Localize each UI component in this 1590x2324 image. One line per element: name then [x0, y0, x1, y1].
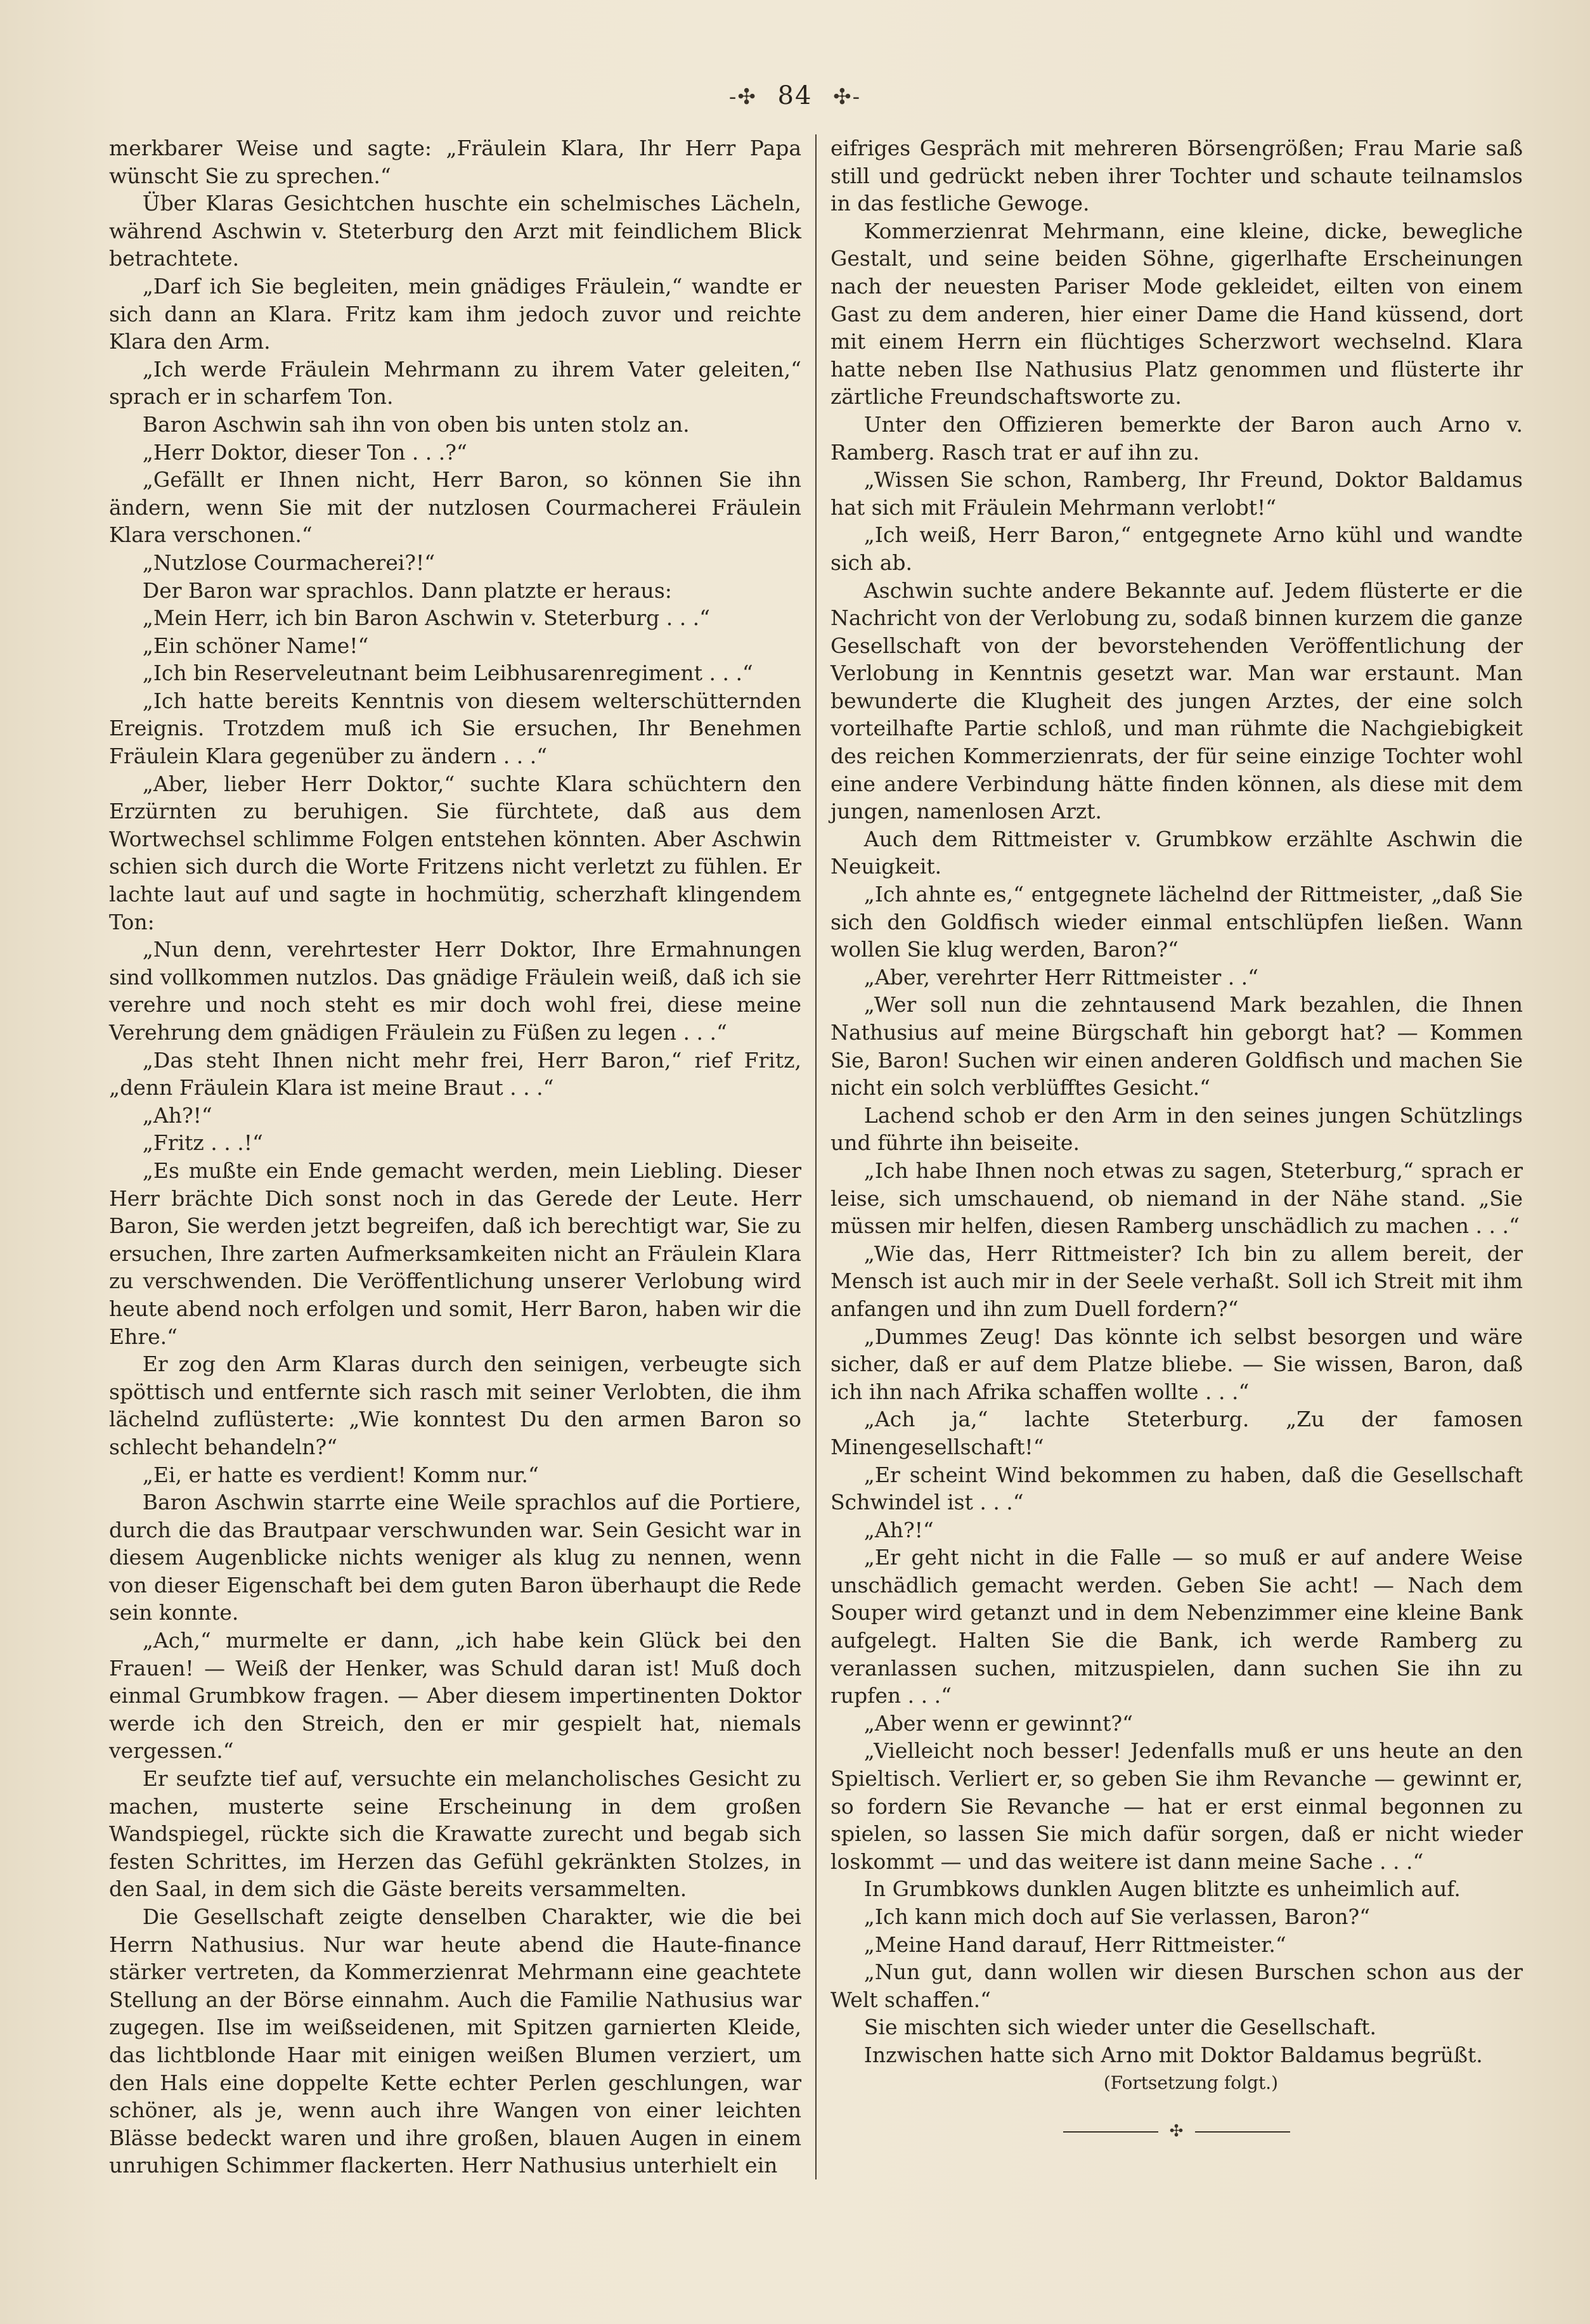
paragraph: „Aber, verehrter Herr Rittmeister . .“	[863, 964, 1259, 990]
end-divider	[831, 2118, 1523, 2146]
paragraph: „Er scheint Wind bekommen zu haben, daß die Gesellschaft Schwindel ist . . .“	[831, 1462, 1523, 1515]
paragraph: „Nutzlose Courmacherei?!“	[142, 550, 436, 575]
paragraph: „Ei, er hatte es verdient! Komm nur.“	[142, 1462, 539, 1487]
paragraph: „Er geht nicht in die Falle — so muß er auf andere Weise unschädlich gemacht werden. Geben Sie acht! — Nach dem Souper wird getanzt und in dem Nebenzimmer eine kleine Bank aufgelegt. Halten Sie die Bank, ich werde Ramberg zu veranlassen suchen, mitzuspielen, dann suchen Sie ihn zu rupfen . . .“	[831, 1545, 1523, 1708]
right-ornament-icon: ✣-	[833, 84, 862, 110]
paragraph: „Dummes Zeug! Das könnte ich selbst besorgen und wäre sicher, daß er auf dem Platze bliebe. — Sie wissen, Baron, daß ich ihn nach Afrika schaffen wollte . . .“	[831, 1324, 1523, 1404]
right-column-text	[831, 134, 1523, 2069]
paragraph: „Aber, lieber Herr Doktor,“ suchte Klara schüchtern den Erzürnten zu beruhigen. Sie fürchtete, daß aus dem Wortwechsel schlimme Folgen entstehen könnten. Aber Aschwin schien sich durch die Worte Fritzens nicht verletzt zu fühlen. Er lachte laut auf und sagte in hochmütig, scherzhaft klingendem Ton:	[109, 771, 801, 934]
paragraph: „Wissen Sie schon, Ramberg, Ihr Freund, Doktor Baldamus hat sich mit Fräulein Mehrmann verlobt!“	[831, 467, 1523, 520]
paragraph: „Ich habe Ihnen noch etwas zu sagen, Steterburg,“ sprach er leise, sich umschauend, ob niemand in der Nähe stand. „Sie müssen mir helfen, diesen Ramberg unschädlich zu machen . . .“	[831, 1158, 1523, 1239]
paragraph: „Ein schöner Name!“	[142, 633, 369, 658]
paragraph: „Herr Doktor, dieser Ton . . .?“	[142, 439, 467, 465]
paragraph: „Ach ja,“ lachte Steterburg. „Zu der famosen Minengesellschaft!“	[831, 1407, 1523, 1459]
paragraph: Lachend schob er den Arm in den seines jungen Schützlings und führte ihn beiseite.	[831, 1102, 1523, 1156]
left-column	[109, 134, 801, 2179]
paragraph: In Grumbkows dunklen Augen blitzte es unheimlich auf.	[863, 1876, 1461, 1902]
paragraph: Er zog den Arm Klaras durch den seinigen, verbeugte sich spöttisch und entfernte sich rasch mit seiner Verlobten, die ihm lächelnd zuflüsterte: „Wie konntest Du den armen Baron so schlecht behandeln?“	[109, 1352, 801, 1459]
paragraph: „Wer soll nun die zehntausend Mark bezahlen, die Ihnen Nathusius auf meine Bürgschaft hin geborgt hat? — Kommen Sie, Baron! Suchen wir einen anderen Goldfisch und machen Sie nicht ein solch verblüfftes Gesicht.“	[831, 992, 1523, 1101]
paragraph: „Ich weiß, Herr Baron,“ entgegnete Arno kühl und wandte sich ab.	[831, 522, 1523, 575]
left-ornament-icon: -✣	[728, 84, 757, 110]
paragraph: Baron Aschwin starrte eine Weile sprachlos auf die Portiere, durch die das Brautpaar verschwunden war. Sein Gesicht war in diesem Augenblicke nichts weniger als klug zu nennen, wenn von dieser Eigenschaft bei dem guten Baron überhaupt die Rede sein konnte.	[109, 1490, 801, 1625]
paragraph: Der Baron war sprachlos. Dann platzte er heraus:	[142, 578, 672, 603]
paragraph: Inzwischen hatte sich Arno mit Doktor Baldamus begrüßt.	[863, 2042, 1483, 2067]
paragraph: „Meine Hand darauf, Herr Rittmeister.“	[863, 1932, 1286, 1957]
divider-line	[1195, 2131, 1290, 2133]
paragraph: „Wie das, Herr Rittmeister? Ich bin zu allem bereit, der Mensch ist auch mir in der Seele verhaßt. Soll ich Streit mit ihm anfangen und ihn zum Duell fordern?“	[831, 1241, 1523, 1321]
divider-line	[1063, 2131, 1158, 2133]
paragraph: Über Klaras Gesichtchen huschte ein schelmisches Lächeln, während Aschwin v. Steterburg den Arzt mit feindlichem Blick betrachtete.	[109, 191, 801, 271]
paragraph: „Ich kann mich doch auf Sie verlassen, Baron?“	[863, 1904, 1371, 1929]
paragraph: „Nun denn, verehrtester Herr Doktor, Ihre Ermahnungen sind vollkommen nutzlos. Das gnädige Fräulein weiß, daß ich sie verehre und noch steht es mir doch wohl frei, diese meine Verehrung dem gnädigen Fräulein zu Füßen zu legen . . .“	[109, 937, 801, 1045]
column-divider	[815, 134, 817, 2179]
paragraph: Unter den Offizieren bemerkte der Baron auch Arno v. Ramberg. Rasch trat er auf ihn zu.	[831, 411, 1523, 465]
paragraph: Auch dem Rittmeister v. Grumbkow erzählte Aschwin die Neuigkeit.	[831, 826, 1523, 879]
paragraph: „Gefällt er Ihnen nicht, Herr Baron, so können Sie ihn ändern, wenn Sie mit der nutzlosen Courmacherei Fräulein Klara verschonen.“	[109, 467, 801, 548]
paragraph: „Darf ich Sie begleiten, mein gnädiges Fräulein,“ wandte er sich dann an Klara. Fritz kam ihm jedoch zuvor und reichte Klara den Arm.	[109, 273, 801, 354]
paragraph: „Ach,“ murmelte er dann, „ich habe kein Glück bei den Frauen! — Weiß der Henker, was Schuld daran ist! Muß doch einmal Grumbkow fragen. — Aber diesem impertinenten Doktor werde ich den Streich, den er mir gespielt hat, niemals vergessen.“	[109, 1628, 801, 1764]
paragraph: „Mein Herr, ich bin Baron Aschwin v. Steterburg . . .“	[142, 605, 711, 631]
paragraph: Kommerzienrat Mehrmann, eine kleine, dicke, bewegliche Gestalt, und seine beiden Söhne, gigerlhafte Erscheinungen nach der neuesten Pariser Mode gekleidet, eilten von einem Gast zu dem anderen, hier einer Dame die Hand küssend, dort mit einem Herrn ein flüchtiges Scherzwort wechselnd. Klara hatte neben Ilse Nathusius Platz genommen und flüsterte ihr zärtliche Freundschaftsworte zu.	[831, 218, 1523, 410]
paragraph: „Fritz . . .!“	[142, 1130, 263, 1156]
paragraph: Aschwin suchte andere Bekannte auf. Jedem flüsterte er die Nachricht von der Verlobung zu, sodaß binnen kurzem die ganze Gesellschaft von der bevorstehenden Veröffentlichung der Verlobung in Kenntnis gesetzt war. Man war erstaunt. Man bewunderte die Klugheit des jungen Arztes, der eine solch vorteilhafte Partie schloß, und man rühmte die Nachgiebigkeit des reichen Kommerzienrats, der für seine einzige Tochter wohl eine andere Verbindung hätte finden können, als diese mit dem jungen, namenlosen Arzt.	[831, 578, 1523, 824]
paragraph: Sie mischten sich wieder unter die Gesellschaft.	[863, 2015, 1377, 2040]
paragraph: Baron Aschwin sah ihn von oben bis unten stolz an.	[142, 411, 690, 437]
paragraph: „Das steht Ihnen nicht mehr frei, Herr Baron,“ rief Fritz, „denn Fräulein Klara ist meine Braut . . .“	[109, 1047, 801, 1101]
paragraph: eifriges Gespräch mit mehreren Börsengrößen; Frau Marie saß still und gedrückt neben ihrer Tochter und schaute teilnamslos in das festliche Gewoge.	[831, 136, 1523, 216]
paragraph: „Aber wenn er gewinnt?“	[863, 1710, 1133, 1736]
paragraph: „Vielleicht noch besser! Jedenfalls muß er uns heute an den Spieltisch. Verliert er, so geben Sie ihm Revanche — gewinnt er, so fordern Sie Revanche — hat er erst einmal begonnen zu spielen, so lassen Sie mich dafür sorgen, daß er nicht wieder loskommt — und das weitere ist dann meine Sache . . .“	[831, 1738, 1523, 1874]
paragraph: „Ich werde Fräulein Mehrmann zu ihrem Vater geleiten,“ sprach er in scharfem Ton.	[109, 356, 801, 410]
continuation-note: (Fortsetzung folgt.)	[1103, 2072, 1279, 2093]
paragraph: „Ah?!“	[863, 1517, 934, 1542]
paragraph: „Ah?!“	[142, 1102, 212, 1128]
page-number: 84	[777, 81, 813, 110]
paragraph: „Ich bin Reserveleutnant beim Leibhusarenregiment . . .“	[142, 661, 753, 686]
paragraph: merkbarer Weise und sagte: „Fräulein Klara, Ihr Herr Papa wünscht Sie zu sprechen.“	[109, 136, 801, 188]
right-column	[831, 134, 1523, 2146]
paragraph: „Nun gut, dann wollen wir diesen Burschen schon aus der Welt schaffen.“	[831, 1959, 1523, 2012]
paragraph: Er seufzte tief auf, versuchte ein melancholisches Gesicht zu machen, musterte seine Erscheinung in dem großen Wandspiegel, rückte sich die Krawatte zurecht und begab sich festen Schrittes, im Herzen das Gefühl gekränkten Stolzes, in den Saal, in dem sich die Gäste bereits versammelten.	[109, 1766, 801, 1902]
page-header	[0, 81, 1590, 110]
paragraph: „Es mußte ein Ende gemacht werden, mein Liebling. Dieser Herr brächte Dich sonst noch in das Gerede der Leute. Herr Baron, Sie werden jetzt begreifen, daß ich berechtigt war, Sie zu ersuchen, Ihre zarten Aufmerksamkeiten nicht an Fräulein Klara zu verschwenden. Die Veröffentlichung unserer Verlobung wird heute abend noch erfolgen und somit, Herr Baron, haben wir die Ehre.“	[109, 1158, 801, 1349]
paragraph: Die Gesellschaft zeigte denselben Charakter, wie die bei Herrn Nathusius. Nur war heute abend die Haute-finance stärker vertreten, da Kommerzienrat Mehrmann eine geachtete Stellung an der Börse einnahm. Auch die Familie Nathusius war zugegen. Ilse im weißseidenen, mit Spitzen garnierten Kleide, das lichtblonde Haar mit einigen weißen Blumen verziert, um den Hals eine doppelte Kette echter Perlen geschlungen, war schöner, als je, wenn auch ihre Wangen von einer leichten Blässe bedeckt waren und ihre großen, blauen Augen in einem unruhigen Schimmer flackerten. Herr Nathusius unterhielt ein	[109, 1904, 801, 2178]
paragraph: „Ich hatte bereits Kenntnis von diesem welterschütternden Ereignis. Trotzdem muß ich Sie ersuchen, Ihr Benehmen Fräulein Klara gegenüber zu ändern . . .“	[109, 688, 801, 769]
paragraph: „Ich ahnte es,“ entgegnete lächelnd der Rittmeister, „daß Sie sich den Goldfisch wieder einmal entschlüpfen ließen. Wann wollen Sie klug werden, Baron?“	[831, 882, 1523, 962]
divider-ornament-icon: ✣	[1169, 2122, 1184, 2141]
